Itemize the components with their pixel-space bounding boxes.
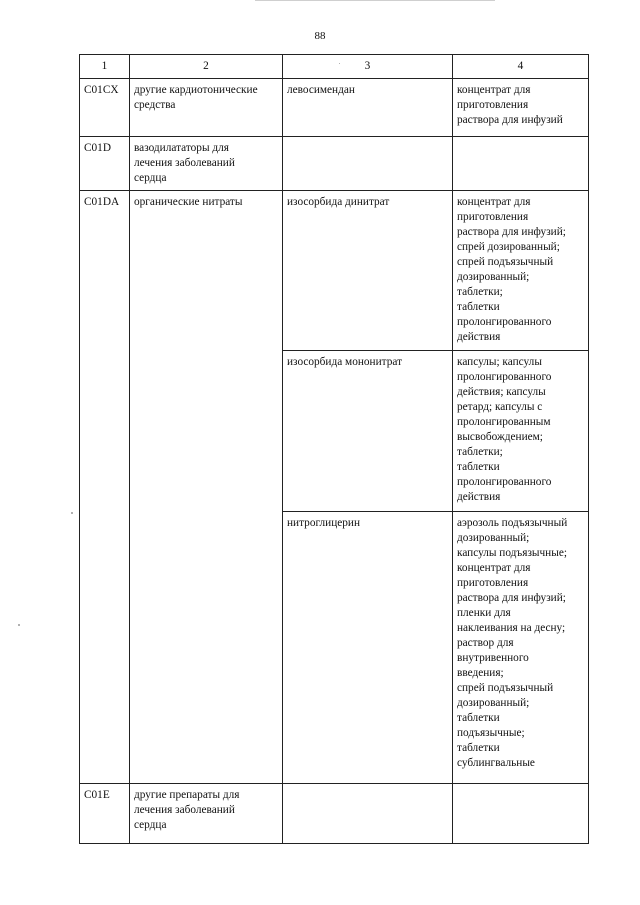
- dosage-form: [453, 137, 589, 191]
- dosage-form: концентрат для приготовления раствора для инфузий: [453, 79, 589, 137]
- header-col-4: 4: [453, 55, 589, 79]
- table-row: [80, 79, 589, 137]
- atc-code: C01CX: [80, 79, 130, 137]
- scan-speck: [71, 512, 73, 514]
- scan-edge-line: [255, 0, 495, 1]
- dosage-form: [453, 784, 589, 844]
- dosage-form: аэрозоль подъязычный дозированный; капсулы подъязычные; концентрат для приготовления раствора для инфузий; пленки для наклеивания на десну; раствор для внутривенного введения; спрей подъязычный дозированный; таблетки подъязычные; таблетки сублингвальные: [453, 512, 589, 784]
- header-row: [80, 55, 589, 79]
- drug-name: левосимендан: [283, 79, 453, 137]
- table-row: [80, 191, 589, 351]
- drug-name: [283, 784, 453, 844]
- drug-table: [79, 54, 589, 844]
- atc-code: C01E: [80, 784, 130, 844]
- group-name: вазодилататоры для лечения заболеваний сердца: [130, 137, 283, 191]
- atc-code: C01D: [80, 137, 130, 191]
- header-col-3: 3: [283, 55, 453, 79]
- table-row: [80, 784, 589, 844]
- atc-code: C01DA: [80, 191, 130, 784]
- group-name: другие кардиотонические средства: [130, 79, 283, 137]
- group-name: другие препараты для лечения заболеваний сердца: [130, 784, 283, 844]
- table-row: [80, 137, 589, 191]
- scan-speck: [18, 624, 20, 626]
- group-name: органические нитраты: [130, 191, 283, 784]
- header-col-1: 1: [80, 55, 130, 79]
- dosage-form: концентрат для приготовления раствора для инфузий; спрей дозированный; спрей подъязычный дозированный; таблетки; таблетки пролонгированного действия: [453, 191, 589, 351]
- page-number: 88: [314, 30, 326, 42]
- dosage-form: капсулы; капсулы пролонгированного действия; капсулы ретард; капсулы с пролонгированным высвобождением; таблетки; таблетки пролонгированного действия: [453, 351, 589, 512]
- header-col-2: 2: [130, 55, 283, 79]
- drug-name: [283, 137, 453, 191]
- drug-name: нитроглицерин: [283, 512, 453, 784]
- drug-name: изосорбида мононитрат: [283, 351, 453, 512]
- drug-name: изосорбида динитрат: [283, 191, 453, 351]
